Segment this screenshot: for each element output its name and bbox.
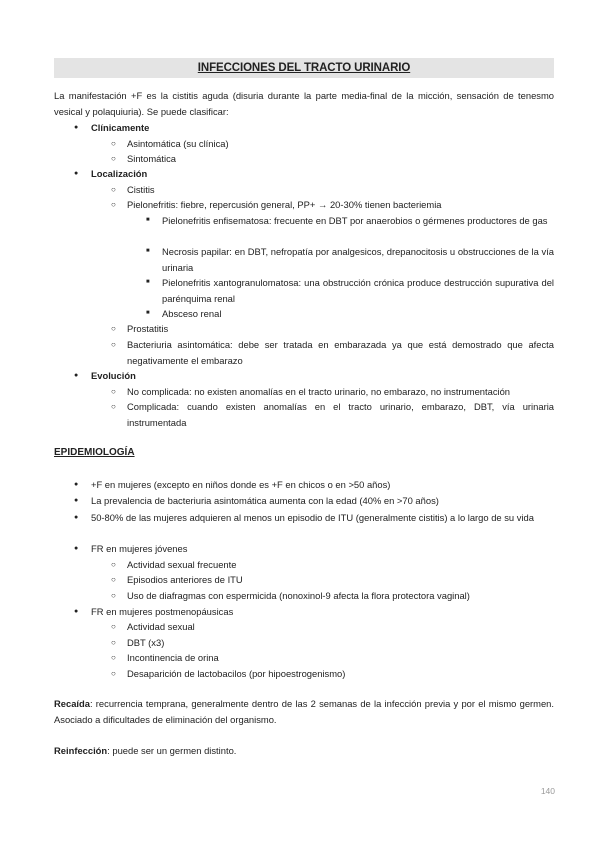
list-item: 50-80% de las mujeres adquieren al menos un episodio de ITU (generalmente cistitis) a lo largo de su vida — [91, 512, 534, 523]
list-item: La prevalencia de bacteriuria asintomática aumenta con la edad (40% en >70 años) — [91, 495, 439, 506]
title-bar — [54, 58, 554, 78]
list-item: Bacteriuria asintomática: debe ser tratada en embarazada ya que está demostrado que afecta negativamente el embarazo — [127, 339, 554, 366]
circle-bullet-icon: ○ — [111, 638, 116, 647]
list-item: Actividad sexual — [127, 621, 195, 632]
list-item: Prostatitis — [127, 323, 169, 334]
page-number: 140 — [540, 786, 555, 796]
recaida-term: Recaída — [54, 698, 90, 709]
reinfeccion-paragraph — [54, 743, 554, 759]
circle-bullet-icon: ○ — [111, 324, 116, 333]
circle-bullet-icon: ○ — [111, 591, 116, 600]
bullet-icon: ● — [74, 170, 79, 177]
bullet-icon: ● — [74, 124, 79, 131]
circle-bullet-icon: ○ — [111, 575, 116, 584]
recaida-text: : recurrencia temprana, generalmente dentro de las 2 semanas de la infección previa y por el mismo germen. Asociado a dificultades de eliminación del organismo. — [54, 698, 554, 725]
circle-bullet-icon: ○ — [111, 340, 116, 349]
circle-bullet-icon: ○ — [111, 653, 116, 662]
list-item: Pielonefritis: fiebre, repercusión general, PP+ → 20-30% tienen bacteriemia — [127, 199, 442, 210]
list-item: +F en mujeres (excepto en niños donde es +F en chicos o en >50 años) — [91, 479, 391, 490]
list-item: Incontinencia de orina — [127, 652, 219, 663]
list-item: Absceso renal — [162, 308, 222, 319]
bullet-icon: ● — [74, 608, 79, 615]
list-item: Asintomática (su clínica) — [127, 138, 229, 149]
reinfeccion-term: Reinfección — [54, 745, 108, 756]
location-label: Localización — [91, 168, 148, 179]
square-bullet-icon: ■ — [146, 279, 150, 285]
list-item: Necrosis papilar: en DBT, nefropatía por analgesicos, drepanocitosis u obstrucciones de la vía urinaria — [162, 246, 554, 273]
list-item: Pielonefritis xantogranulomatosa: una obstrucción crónica produce destrucción supurativa del parénquima renal — [162, 277, 554, 304]
square-bullet-icon: ■ — [146, 217, 150, 223]
list-item: Cistitis — [127, 184, 155, 195]
list-item: DBT (x3) — [127, 637, 165, 648]
recaida-paragraph — [54, 696, 554, 727]
circle-bullet-icon: ○ — [111, 154, 116, 163]
circle-bullet-icon: ○ — [111, 622, 116, 631]
bullet-icon: ● — [74, 372, 79, 379]
circle-bullet-icon: ○ — [111, 669, 116, 678]
list-item: Uso de diafragmas con espermicida (nonoxinol-9 afecta la flora protectora vaginal) — [127, 590, 470, 601]
clinical-label: Clínicamente — [91, 122, 150, 133]
list-item: Complicada: cuando existen anomalías en el tracto urinario, embarazo, DBT, vía urinaria instrumentada — [127, 401, 554, 428]
circle-bullet-icon: ○ — [111, 139, 116, 148]
section-heading: EPIDEMIOLOGÍA — [54, 447, 135, 458]
circle-bullet-icon: ○ — [111, 200, 116, 209]
list-item: FR en mujeres postmenopáusicas — [91, 606, 234, 617]
bullet-icon: ● — [74, 497, 79, 504]
reinfeccion-text: : puede ser un germen distinto. — [107, 745, 237, 756]
square-bullet-icon: ■ — [146, 310, 150, 316]
list-item: Actividad sexual frecuente — [127, 559, 237, 570]
list-item: Desaparición de lactobacilos (por hipoestrogenismo) — [127, 668, 346, 679]
page-title: INFECCIONES DEL TRACTO URINARIO — [197, 62, 411, 74]
list-item: No complicada: no existen anomalías en el tracto urinario, no embarazo, no instrumentación — [127, 386, 511, 397]
intro-paragraph: La manifestación +F es la cistitis aguda (disuria durante la parte media-final de la micción, sensación de tenesmo vesical y polaquiuria). Se puede clasificar: — [54, 90, 554, 117]
bullet-icon: ● — [74, 545, 79, 552]
circle-bullet-icon: ○ — [111, 185, 116, 194]
list-item: Sintomática — [127, 153, 176, 164]
circle-bullet-icon: ○ — [111, 560, 116, 569]
bullet-icon: ● — [74, 481, 79, 488]
evolution-label: Evolución — [91, 370, 136, 381]
circle-bullet-icon: ○ — [111, 387, 116, 396]
circle-bullet-icon: ○ — [111, 402, 116, 411]
list-item: FR en mujeres jóvenes — [91, 543, 188, 554]
list-item: Episodios anteriores de ITU — [127, 574, 243, 585]
list-item: Pielonefritis enfisematosa: frecuente en DBT por anaerobios o gérmenes productores de gas — [162, 215, 548, 226]
bullet-icon: ● — [74, 514, 79, 521]
square-bullet-icon: ■ — [146, 248, 150, 254]
